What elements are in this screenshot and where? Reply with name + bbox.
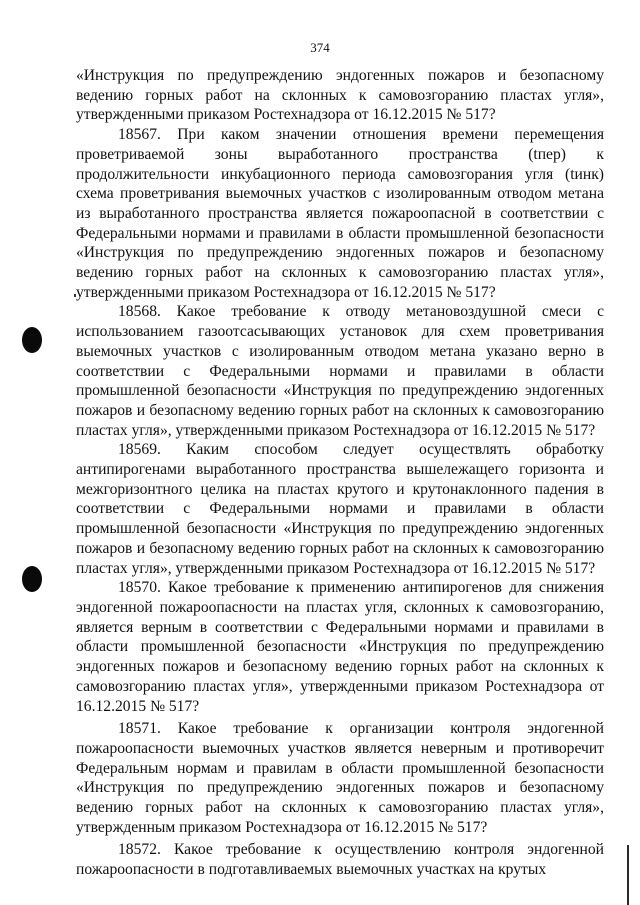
paragraph-continuation: «Инструкция по предупреждению эндогенных пожаров и безопасному ведению горных работ на склонных к самовозгоранию пластах угля», утвержденными приказом Ростехнадзора от 16.12.2015 № 517? [76,67,604,124]
punch-hole-mark [22,566,42,592]
question-18569: 18569. Каким способом следует осуществлять обработку антипирогенами выработанного пространства вышележащего горизонта и межгоризонтного целика на пластах крутого и крутонаклонного падения в соответствии с Федеральными нормами и правилами в области промышленной безопасности «Инструкция по предупреждению эндогенных пожаров и безопасному ведению горных работ на склонных к самовозгоранию пластах угля», утвержденными приказом Ростехнадзора от 16.12.2015 № 517? [76,441,604,577]
page-body [76,66,604,880]
question-18572: 18572. Какое требование к осуществлению контроля эндогенной пожароопасности в подготавливаемых выемочных участках на крутых [76,841,604,879]
question-18571: 18571. Какое требование к организации контроля эндогенной пожароопасности выемочных участков является неверным и противоречит Федеральным нормам и правилам в области промышленной безопасности «Инструкция по предупреждению эндогенных пожаров и безопасному ведению горных работ на склонных к самовозгоранию пластах угля», утвержденным приказом Ростехнадзора от 16.12.2015 № 517? [76,720,604,836]
scan-edge-line [627,845,629,905]
scan-speck [74,294,76,297]
page-number: 374 [310,40,330,55]
question-18568: 18568. Какое требование к отводу метановоздушной смеси с использованием газоотсасывающих установок для схем проветривания выемочных участков с изолированным отводом метана указано верно в соответствии с Федеральными нормами и правилами в области промышленной безопасности «Инструкция по предупреждению эндогенных пожаров и безопасному ведению горных работ на склонных к самовозгоранию пластах угля», утвержденными приказом Ростехнадзора от 16.12.2015 № 517? [76,303,604,439]
question-18567: 18567. При каком значении отношения времени перемещения проветриваемой зоны выработанного пространства (tпер) к продолжительности инкубационного периода самовозгорания угля (tинк) схема проветривания выемочных участков с изолированным отводом метана из выработанного пространства является пожароопасной в соответствии с Федеральными нормами и правилами в области промышленной безопасности «Инструкция по предупреждению эндогенных пожаров и безопасному ведению горных работ на склонных к самовозгоранию пластах угля», утвержденными приказом Ростехнадзора от 16.12.2015 № 517? [76,126,604,301]
punch-hole-mark [22,327,42,353]
question-18570: 18570. Какое требование к применению антипирогенов для снижения эндогенной пожароопасности на пластах угля, склонных к самовозгоранию, является верным в соответствии с Федеральными нормами и правилами в области промышленной безопасности «Инструкция по предупреждению эндогенных пожаров и безопасному ведению горных работ на склонных к самовозгоранию пластах угля», утвержденными приказом Ростехнадзора от 16.12.2015 № 517? [76,579,604,715]
